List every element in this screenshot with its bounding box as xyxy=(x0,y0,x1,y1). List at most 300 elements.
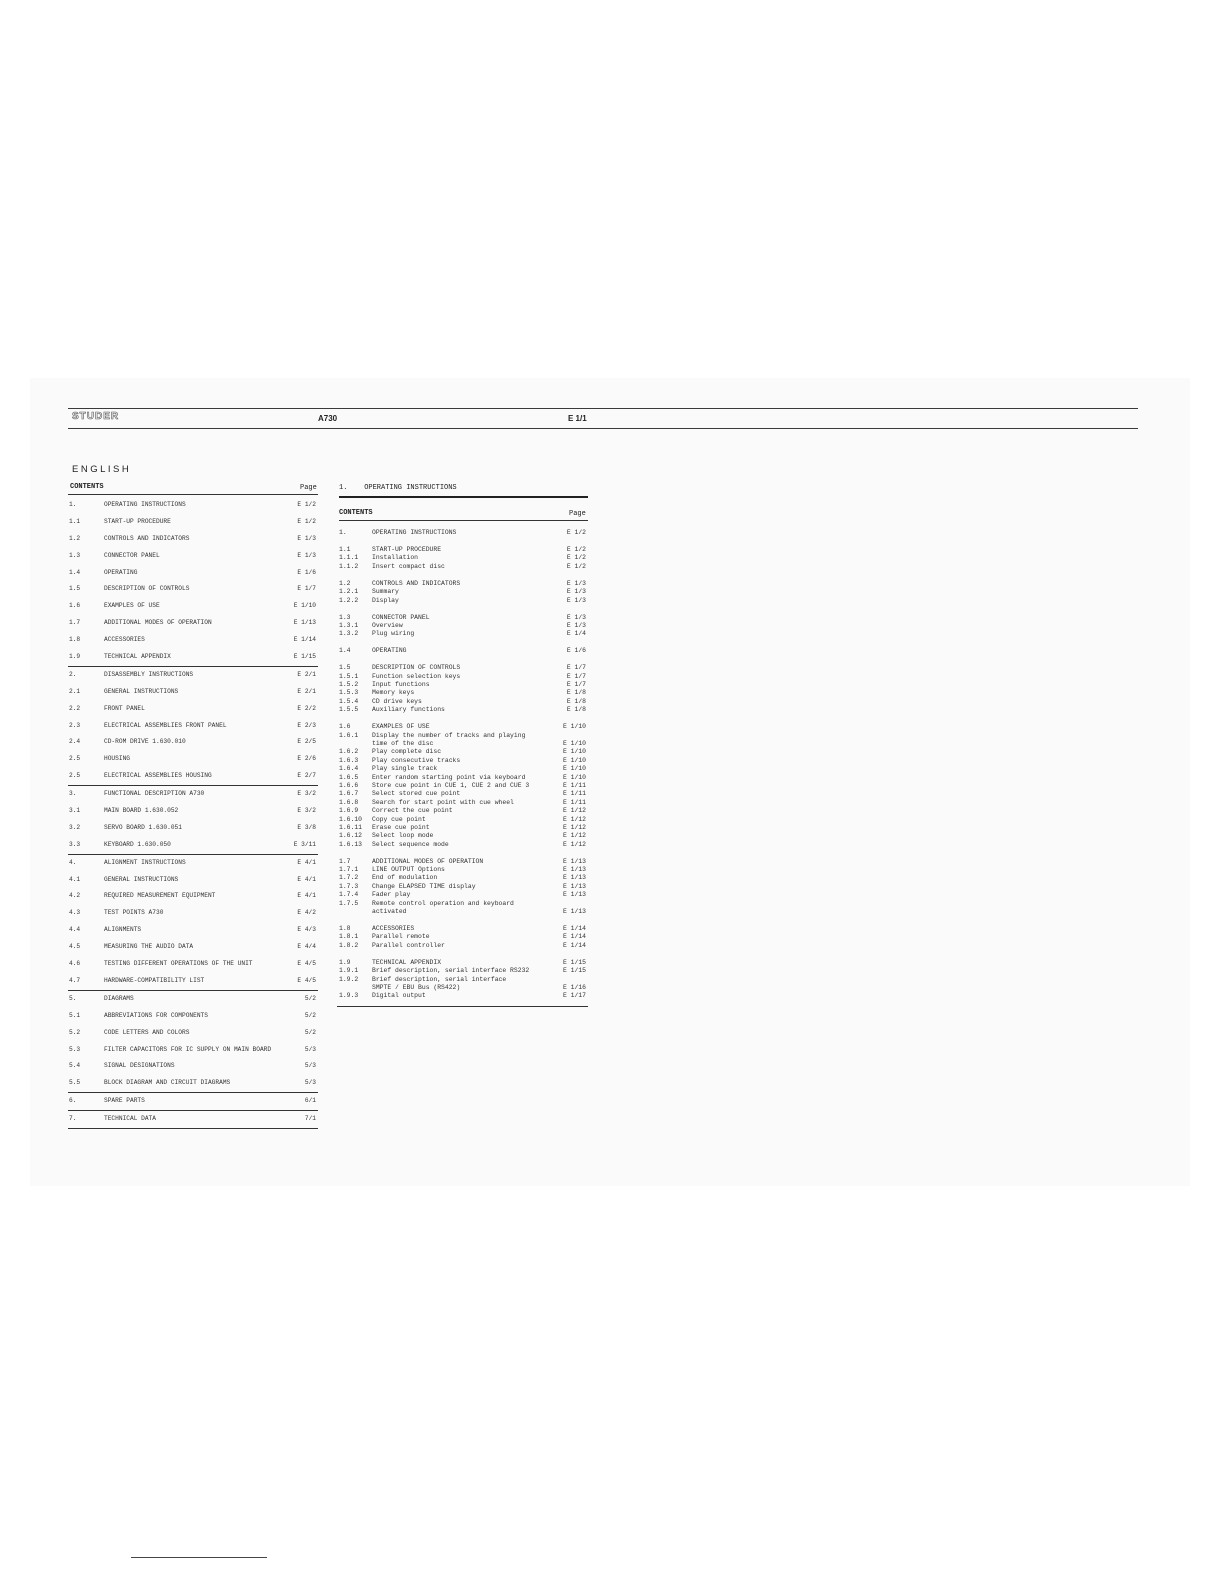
toc-page: E 1/10 xyxy=(562,723,586,731)
toc-page: E 1/3 xyxy=(566,596,586,604)
toc-number: 2.1 xyxy=(69,687,81,695)
toc-page: E 1/17 xyxy=(562,992,586,1000)
toc-row xyxy=(339,967,588,975)
toc-row xyxy=(339,883,588,891)
toc-row xyxy=(339,976,588,984)
toc-title: DESCRIPTION OF CONTROLS xyxy=(104,585,190,593)
footnote-rule xyxy=(131,1557,267,1558)
toc-title: FILTER CAPACITORS FOR IC SUPPLY ON MAIN BOARD xyxy=(104,1045,272,1053)
toc-number: 1.5.2 xyxy=(339,681,359,689)
toc-title: Play consecutive tracks xyxy=(372,756,461,764)
toc-page: E 1/7 xyxy=(297,585,316,593)
toc-number: 1.5 xyxy=(339,664,351,672)
header-bottom-rule xyxy=(68,428,1138,429)
toc-row xyxy=(68,497,318,514)
group-gap xyxy=(339,656,588,665)
toc-number: 1.6.13 xyxy=(339,840,363,848)
toc-row xyxy=(339,942,588,950)
toc-title: Play single track xyxy=(372,765,438,773)
toc-number: 1.7.4 xyxy=(339,891,359,899)
toc-title: Erase cue point xyxy=(372,823,430,831)
toc-number: 1.6.12 xyxy=(339,832,363,840)
toc-number: 1.6.4 xyxy=(339,765,359,773)
toc-row xyxy=(339,832,588,840)
toc-title: EXAMPLES OF USE xyxy=(372,723,430,731)
toc-number: 4.5 xyxy=(69,943,81,951)
toc-row xyxy=(68,922,318,939)
toc-number: 3.1 xyxy=(69,807,81,815)
toc-title: Change ELAPSED TIME display xyxy=(372,882,476,890)
right-contents-list xyxy=(339,524,588,1001)
toc-row xyxy=(68,1025,318,1042)
toc-title: Select sequence mode xyxy=(372,840,449,848)
header-top-rule xyxy=(68,408,1138,409)
toc-number: 1.4 xyxy=(339,647,351,655)
toc-title: Remote control operation and keyboard xyxy=(372,899,514,907)
group-gap xyxy=(339,639,588,648)
toc-row xyxy=(339,959,588,967)
toc-row xyxy=(339,588,588,596)
toc-title: START-UP PROCEDURE xyxy=(372,545,442,553)
toc-row xyxy=(68,820,318,837)
toc-title: BLOCK DIAGRAM AND CIRCUIT DIAGRAMS xyxy=(104,1079,231,1087)
toc-page: E 1/7 xyxy=(566,664,586,672)
toc-title: Display the number of tracks and playing xyxy=(372,731,526,739)
toc-number: 1.9.1 xyxy=(339,967,359,975)
toc-row xyxy=(339,874,588,882)
toc-title: Fader play xyxy=(372,891,411,899)
toc-title: OPERATING xyxy=(104,568,138,576)
toc-title: Memory keys xyxy=(372,689,415,697)
toc-title: HOUSING xyxy=(104,755,130,763)
toc-number: 7. xyxy=(69,1115,77,1123)
toc-page: E 1/8 xyxy=(566,689,586,697)
toc-page: E 4/1 xyxy=(297,875,316,883)
toc-number: 1.1.1 xyxy=(339,554,359,562)
language-heading: ENGLISH xyxy=(72,464,132,475)
toc-row xyxy=(339,807,588,815)
toc-row xyxy=(339,673,588,681)
toc-number: 1.4 xyxy=(69,568,81,576)
toc-row xyxy=(339,614,588,622)
toc-page: E 1/11 xyxy=(562,781,586,789)
toc-row xyxy=(68,1092,318,1110)
toc-number: 5.5 xyxy=(69,1079,81,1087)
toc-page: E 2/1 xyxy=(297,670,316,678)
toc-number: 6. xyxy=(69,1097,77,1105)
toc-number: 2.4 xyxy=(69,738,81,746)
toc-row xyxy=(339,900,588,908)
left-contents-list xyxy=(68,497,318,1128)
toc-row xyxy=(339,622,588,630)
group-gap xyxy=(339,571,588,580)
group-gap xyxy=(339,537,588,546)
toc-number: 2.2 xyxy=(69,704,81,712)
toc-number: 4.1 xyxy=(69,875,81,883)
toc-number: 4.7 xyxy=(69,976,81,984)
toc-title: TESTING DIFFERENT OPERATIONS OF THE UNIT xyxy=(104,960,253,968)
toc-number: 1.8.1 xyxy=(339,933,359,941)
toc-row xyxy=(68,872,318,889)
toc-row xyxy=(68,701,318,718)
toc-page: E 4/5 xyxy=(297,960,316,968)
toc-row xyxy=(68,1110,318,1128)
toc-page: 5/3 xyxy=(304,1045,316,1053)
toc-title: Brief description, serial interface xyxy=(372,975,507,983)
toc-number: 1.1 xyxy=(339,545,351,553)
toc-title: Installation xyxy=(372,554,419,562)
toc-row xyxy=(68,632,318,649)
toc-row xyxy=(68,1058,318,1075)
toc-title: CONNECTOR PANEL xyxy=(372,613,430,621)
toc-row xyxy=(68,888,318,905)
toc-number: 3.3 xyxy=(69,840,81,848)
toc-row xyxy=(339,866,588,874)
toc-title: End of modulation xyxy=(372,874,438,882)
toc-row xyxy=(68,718,318,735)
toc-row xyxy=(339,698,588,706)
toc-row xyxy=(68,734,318,751)
toc-number: 2.5 xyxy=(69,755,81,763)
toc-row xyxy=(339,563,588,571)
toc-title: ADDITIONAL MODES OF OPERATION xyxy=(104,619,212,627)
toc-row xyxy=(339,824,588,832)
toc-number: 1.3 xyxy=(339,613,351,621)
toc-title: Insert compact disc xyxy=(372,562,445,570)
toc-title: ABBREVIATIONS FOR COMPONENTS xyxy=(104,1011,208,1019)
toc-page: E 4/3 xyxy=(297,926,316,934)
toc-number: 2.3 xyxy=(69,721,81,729)
toc-page: E 1/7 xyxy=(566,681,586,689)
toc-page: E 1/13 xyxy=(562,874,586,882)
toc-title: Display xyxy=(372,596,399,604)
toc-number: 4.3 xyxy=(69,909,81,917)
group-gap xyxy=(339,950,588,959)
toc-page: E 1/12 xyxy=(562,832,586,840)
toc-number: 1.8 xyxy=(69,636,81,644)
toc-row xyxy=(68,939,318,956)
toc-title: Function selection keys xyxy=(372,672,461,680)
toc-page: E 1/10 xyxy=(562,748,586,756)
toc-number: 1.6.11 xyxy=(339,823,363,831)
toc-row xyxy=(339,799,588,807)
toc-number: 1.9.3 xyxy=(339,992,359,1000)
toc-page: E 1/10 xyxy=(562,739,586,747)
toc-page: E 1/10 xyxy=(293,602,316,610)
toc-row xyxy=(339,647,588,655)
toc-page: E 2/1 xyxy=(297,687,316,695)
toc-number: 5.4 xyxy=(69,1062,81,1070)
toc-row xyxy=(339,664,588,672)
toc-number: 1.9 xyxy=(69,653,81,661)
group-gap xyxy=(339,849,588,858)
toc-title: DIAGRAMS xyxy=(104,994,134,1002)
toc-title: Auxiliary functions xyxy=(372,706,445,714)
toc-number: 1.2.1 xyxy=(339,588,359,596)
toc-title: OPERATING xyxy=(372,647,407,655)
toc-title: MAIN BOARD 1.630.052 xyxy=(104,807,179,815)
toc-row xyxy=(339,597,588,605)
toc-title: Plug wiring xyxy=(372,630,415,638)
toc-title: LINE OUTPUT Options xyxy=(372,866,445,874)
toc-page: E 1/2 xyxy=(566,554,586,562)
toc-page: 7/1 xyxy=(304,1115,316,1123)
right-page-label: Page xyxy=(569,510,586,518)
toc-row xyxy=(339,925,588,933)
toc-number: 5.2 xyxy=(69,1028,81,1036)
toc-number: 4.2 xyxy=(69,892,81,900)
toc-number: 1.7.5 xyxy=(339,899,359,907)
toc-page: E 1/10 xyxy=(562,756,586,764)
toc-page: E 1/11 xyxy=(562,790,586,798)
toc-title: Correct the cue point xyxy=(372,807,453,815)
toc-row xyxy=(339,908,588,916)
toc-title: Summary xyxy=(372,588,399,596)
right-contents-heading: CONTENTS xyxy=(339,509,373,517)
toc-page: E 1/6 xyxy=(566,647,586,655)
toc-page: E 1/10 xyxy=(562,773,586,781)
toc-row xyxy=(339,740,588,748)
toc-row xyxy=(339,689,588,697)
toc-row xyxy=(339,732,588,740)
toc-row xyxy=(339,765,588,773)
toc-number: 4. xyxy=(69,858,77,866)
toc-page: 5/3 xyxy=(304,1062,316,1070)
toc-number: 1.5.4 xyxy=(339,697,359,705)
toc-title: Copy cue point xyxy=(372,815,426,823)
toc-title: TECHNICAL APPENDIX xyxy=(372,958,442,966)
toc-title: FUNCTIONAL DESCRIPTION A730 xyxy=(104,790,205,798)
toc-page: E 4/5 xyxy=(297,976,316,984)
toc-page: E 1/3 xyxy=(297,551,316,559)
toc-row xyxy=(339,546,588,554)
toc-title: DESCRIPTION OF CONTROLS xyxy=(372,664,461,672)
toc-row xyxy=(68,973,318,990)
model-label: A730 xyxy=(318,414,338,423)
toc-row xyxy=(68,514,318,531)
toc-row xyxy=(68,905,318,922)
right-heading-rule xyxy=(339,520,588,521)
toc-title: Store cue point in CUE 1, CUE 2 and CUE 3 xyxy=(372,781,530,789)
toc-page: E 1/3 xyxy=(566,579,586,587)
toc-number: 1.6.6 xyxy=(339,781,359,789)
toc-number: 2.5 xyxy=(69,772,81,780)
right-bottom-rule xyxy=(337,1006,588,1007)
toc-title: GENERAL INSTRUCTIONS xyxy=(104,687,179,695)
toc-number: 1.9.2 xyxy=(339,975,359,983)
toc-number: 1.7.1 xyxy=(339,866,359,874)
toc-title: CD-ROM DRIVE 1.630.010 xyxy=(104,738,186,746)
toc-page: E 1/15 xyxy=(562,967,586,975)
toc-row xyxy=(339,841,588,849)
toc-title: CONNECTOR PANEL xyxy=(104,551,160,559)
toc-number: 1.2 xyxy=(69,534,81,542)
toc-page: E 1/2 xyxy=(297,501,316,508)
toc-page: E 2/6 xyxy=(297,755,316,763)
toc-title: MEASURING THE AUDIO DATA xyxy=(104,943,194,951)
toc-page: E 4/4 xyxy=(297,943,316,951)
toc-row xyxy=(68,1042,318,1059)
toc-row xyxy=(339,790,588,798)
toc-row xyxy=(339,706,588,714)
toc-number: 1.5.5 xyxy=(339,706,359,714)
toc-row xyxy=(68,751,318,768)
toc-page: E 1/2 xyxy=(566,562,586,570)
toc-row xyxy=(339,580,588,588)
toc-page: 5/2 xyxy=(304,994,316,1002)
toc-number: 3. xyxy=(69,790,77,798)
toc-title: GENERAL INSTRUCTIONS xyxy=(104,875,179,883)
toc-page: E 1/7 xyxy=(566,672,586,680)
toc-row xyxy=(68,581,318,598)
toc-number: 1.3.1 xyxy=(339,621,359,629)
toc-title: KEYBOARD 1.630.050 xyxy=(104,840,171,848)
toc-number: 4.4 xyxy=(69,926,81,934)
toc-page: E 4/2 xyxy=(297,909,316,917)
toc-row xyxy=(68,649,318,666)
toc-page: 6/1 xyxy=(304,1097,316,1105)
toc-title: CD drive keys xyxy=(372,697,422,705)
toc-page: E 2/3 xyxy=(297,721,316,729)
toc-title: FRONT PANEL xyxy=(104,704,145,712)
toc-page: E 1/13 xyxy=(293,619,316,627)
toc-page: E 1/12 xyxy=(562,807,586,815)
toc-page: E 1/14 xyxy=(562,933,586,941)
toc-number: 1.5.3 xyxy=(339,689,359,697)
toc-number: 5.1 xyxy=(69,1011,81,1019)
toc-title: TECHNICAL APPENDIX xyxy=(104,653,171,661)
toc-row xyxy=(68,803,318,820)
toc-title: Parallel remote xyxy=(372,933,430,941)
toc-page: E 2/7 xyxy=(297,772,316,780)
toc-title: SMPTE / EBU Bus (RS422) xyxy=(372,983,461,991)
right-section-title: 1. OPERATING INSTRUCTIONS xyxy=(339,484,457,492)
toc-number: 1.7 xyxy=(339,857,351,865)
toc-row xyxy=(339,529,588,537)
brand-logo: STUDER xyxy=(72,411,120,422)
toc-title: Overview xyxy=(372,621,403,629)
left-bottom-rule xyxy=(68,1128,318,1129)
toc-number: 1.6 xyxy=(69,602,81,610)
toc-number: 1.1 xyxy=(69,517,81,525)
toc-number: 4.6 xyxy=(69,960,81,968)
toc-title: SPARE PARTS xyxy=(104,1097,145,1105)
toc-number: 1.6.1 xyxy=(339,731,359,739)
toc-page: E 1/12 xyxy=(562,815,586,823)
toc-title: ELECTRICAL ASSEMBLIES FRONT PANEL xyxy=(104,721,227,729)
toc-title: activated xyxy=(372,908,407,915)
toc-page: E 3/2 xyxy=(297,807,316,815)
toc-row xyxy=(68,684,318,701)
toc-number: 1. xyxy=(69,501,77,508)
toc-number: 1.6 xyxy=(339,723,351,731)
toc-title: REQUIRED MEASUREMENT EQUIPMENT xyxy=(104,892,216,900)
toc-number: 1.1.2 xyxy=(339,562,359,570)
toc-title: ELECTRICAL ASSEMBLIES HOUSING xyxy=(104,772,212,780)
toc-page: E 1/13 xyxy=(562,857,586,865)
toc-row xyxy=(68,1008,318,1025)
toc-page: E 1/3 xyxy=(297,534,316,542)
toc-number: 1.6.7 xyxy=(339,790,359,798)
toc-page: E 1/3 xyxy=(566,588,586,596)
toc-row xyxy=(68,990,318,1008)
toc-title: SERVO BOARD 1.630.051 xyxy=(104,823,182,831)
toc-number: 1.3.2 xyxy=(339,630,359,638)
group-gap xyxy=(339,605,588,614)
toc-row xyxy=(339,630,588,638)
group-gap xyxy=(339,715,588,724)
toc-number: 2. xyxy=(69,670,77,678)
toc-title: ADDITIONAL MODES OF OPERATION xyxy=(372,857,484,865)
toc-title: CONTROLS AND INDICATORS xyxy=(104,534,190,542)
toc-number: 1.2 xyxy=(339,579,351,587)
toc-row xyxy=(68,1075,318,1092)
toc-row xyxy=(68,854,318,872)
toc-number: 1.3 xyxy=(69,551,81,559)
toc-page: E 1/14 xyxy=(293,636,316,644)
toc-number: 1.7.3 xyxy=(339,882,359,890)
toc-number: 1.8 xyxy=(339,924,351,932)
toc-row xyxy=(339,858,588,866)
toc-page: E 3/11 xyxy=(293,840,316,848)
toc-row xyxy=(339,554,588,562)
toc-title: Input functions xyxy=(372,681,430,689)
toc-row xyxy=(339,984,588,992)
left-heading-rule xyxy=(68,494,318,495)
toc-row xyxy=(68,615,318,632)
toc-number: 1.6.8 xyxy=(339,798,359,806)
toc-row xyxy=(339,782,588,790)
toc-page: E 1/4 xyxy=(566,630,586,638)
toc-number: 1.6.10 xyxy=(339,815,363,823)
toc-row xyxy=(68,785,318,803)
toc-number: 1.6.5 xyxy=(339,773,359,781)
toc-number: 5. xyxy=(69,994,77,1002)
toc-title: HARDWARE-COMPATIBILITY LIST xyxy=(104,976,205,984)
toc-title: OPERATING INSTRUCTIONS xyxy=(372,529,457,536)
toc-title: Search for start point with cue wheel xyxy=(372,798,514,806)
toc-page: E 1/2 xyxy=(566,529,586,536)
toc-number: 1.8.2 xyxy=(339,941,359,949)
toc-page: E 1/8 xyxy=(566,706,586,714)
right-section-rule xyxy=(339,496,588,498)
toc-row xyxy=(339,757,588,765)
toc-title: Brief description, serial interface RS232 xyxy=(372,967,530,975)
toc-page: 5/3 xyxy=(304,1079,316,1087)
toc-page: E 1/2 xyxy=(566,545,586,553)
toc-page: E 1/14 xyxy=(562,941,586,949)
toc-number: 5.3 xyxy=(69,1045,81,1053)
toc-page: E 2/2 xyxy=(297,704,316,712)
group-gap xyxy=(339,916,588,925)
toc-page: E 1/15 xyxy=(562,958,586,966)
toc-page: E 1/3 xyxy=(566,621,586,629)
toc-title: CONTROLS AND INDICATORS xyxy=(372,579,461,587)
toc-page: E 3/8 xyxy=(297,823,316,831)
left-page-label: Page xyxy=(300,484,317,492)
toc-page: E 1/13 xyxy=(562,866,586,874)
toc-number: 1.6.3 xyxy=(339,756,359,764)
toc-page: E 1/2 xyxy=(297,517,316,525)
toc-number: 1.2.2 xyxy=(339,596,359,604)
toc-title: ACCESSORIES xyxy=(104,636,145,644)
toc-row xyxy=(68,598,318,615)
toc-number: 1.5.1 xyxy=(339,672,359,680)
toc-number: 1.7 xyxy=(69,619,81,627)
toc-page: E 4/1 xyxy=(297,892,316,900)
toc-page: E 1/8 xyxy=(566,697,586,705)
toc-title: EXAMPLES OF USE xyxy=(104,602,160,610)
